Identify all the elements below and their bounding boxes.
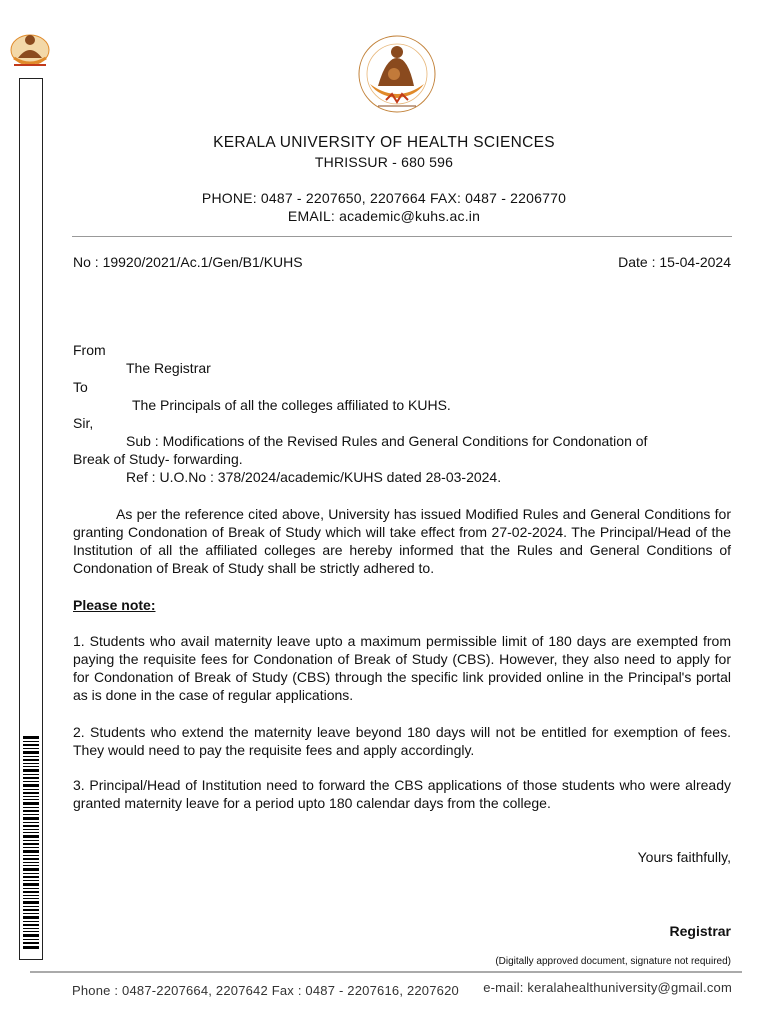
footer-email: e-mail: keralahealthuniversity@gmail.com — [483, 980, 732, 995]
barcode — [23, 736, 39, 950]
institution-name: KERALA UNIVERSITY OF HEALTH SCIENCES — [213, 134, 555, 151]
header-divider — [72, 236, 732, 237]
signatory-title: Registrar — [669, 923, 731, 939]
from-label: From — [73, 342, 106, 358]
subject-line: Sub : Modifications of the Revised Rules and General Conditions for Condonation of — [126, 433, 648, 449]
note-item-3: 3. Principal/Head of Institution need to forward the CBS applications of those students who were already granted maternity leave for a period upto 180 calendar days from the college. — [73, 777, 731, 811]
note-item-2: 2. Students who extend the maternity leave beyond 180 days will not be entitled for exemption of fees. They would need to pay the requisite fees and apply accordingly. — [73, 724, 731, 758]
reference-number: No : 19920/2021/Ac.1/Gen/B1/KUHS — [73, 254, 303, 270]
email-address: EMAIL: academic@kuhs.ac.in — [287, 208, 481, 224]
note-item-1: 1. Students who avail maternity leave upto a maximum permissible limit of 180 days are exempted from paying the requisite fees for Condonation of Break of Study (CBS). However, they also need to apply for for Condonation of Break of Study (CBS) through the specific link provided online in the Principal's portal as is done in the case of regular applications. — [73, 633, 731, 703]
institution-address: THRISSUR - 680 596 — [314, 154, 454, 170]
university-seal-small — [8, 28, 52, 70]
subject-line-continued: Break of Study- forwarding. — [73, 451, 243, 467]
salutation: Sir, — [73, 415, 94, 431]
note-heading: Please note: — [73, 597, 156, 613]
to-label: To — [73, 379, 88, 395]
intro-paragraph: As per the reference cited above, University has issued Modified Rules and General Conditions for granting Condonation of Break of Study which will take effect from 27-02-2024. The Principal/Head of the Institution of all the affiliated colleges are hereby informed that the Rules and General Conditions of Condonation of Break of Study shall be strictly adhered to. — [73, 506, 731, 576]
digital-approval-note: (Digitally approved document, signature not required) — [495, 956, 731, 967]
to-value: The Principals of all the colleges affiliated to KUHS. — [132, 397, 451, 413]
footer-phone: Phone : 0487-2207664, 2207642 Fax : 0487 - 2207616, 2207620 — [72, 983, 459, 998]
from-value: The Registrar — [126, 360, 211, 376]
reference-line: Ref : U.O.No : 378/2024/academic/KUHS dated 28-03-2024. — [126, 469, 502, 485]
university-seal — [356, 34, 438, 118]
closing-phrase: Yours faithfully, — [637, 849, 731, 865]
phone-fax: PHONE: 0487 - 2207650, 2207664 FAX: 0487 - 2206770 — [201, 190, 567, 206]
letter-date: Date : 15-04-2024 — [618, 254, 731, 270]
footer-divider — [30, 971, 742, 973]
